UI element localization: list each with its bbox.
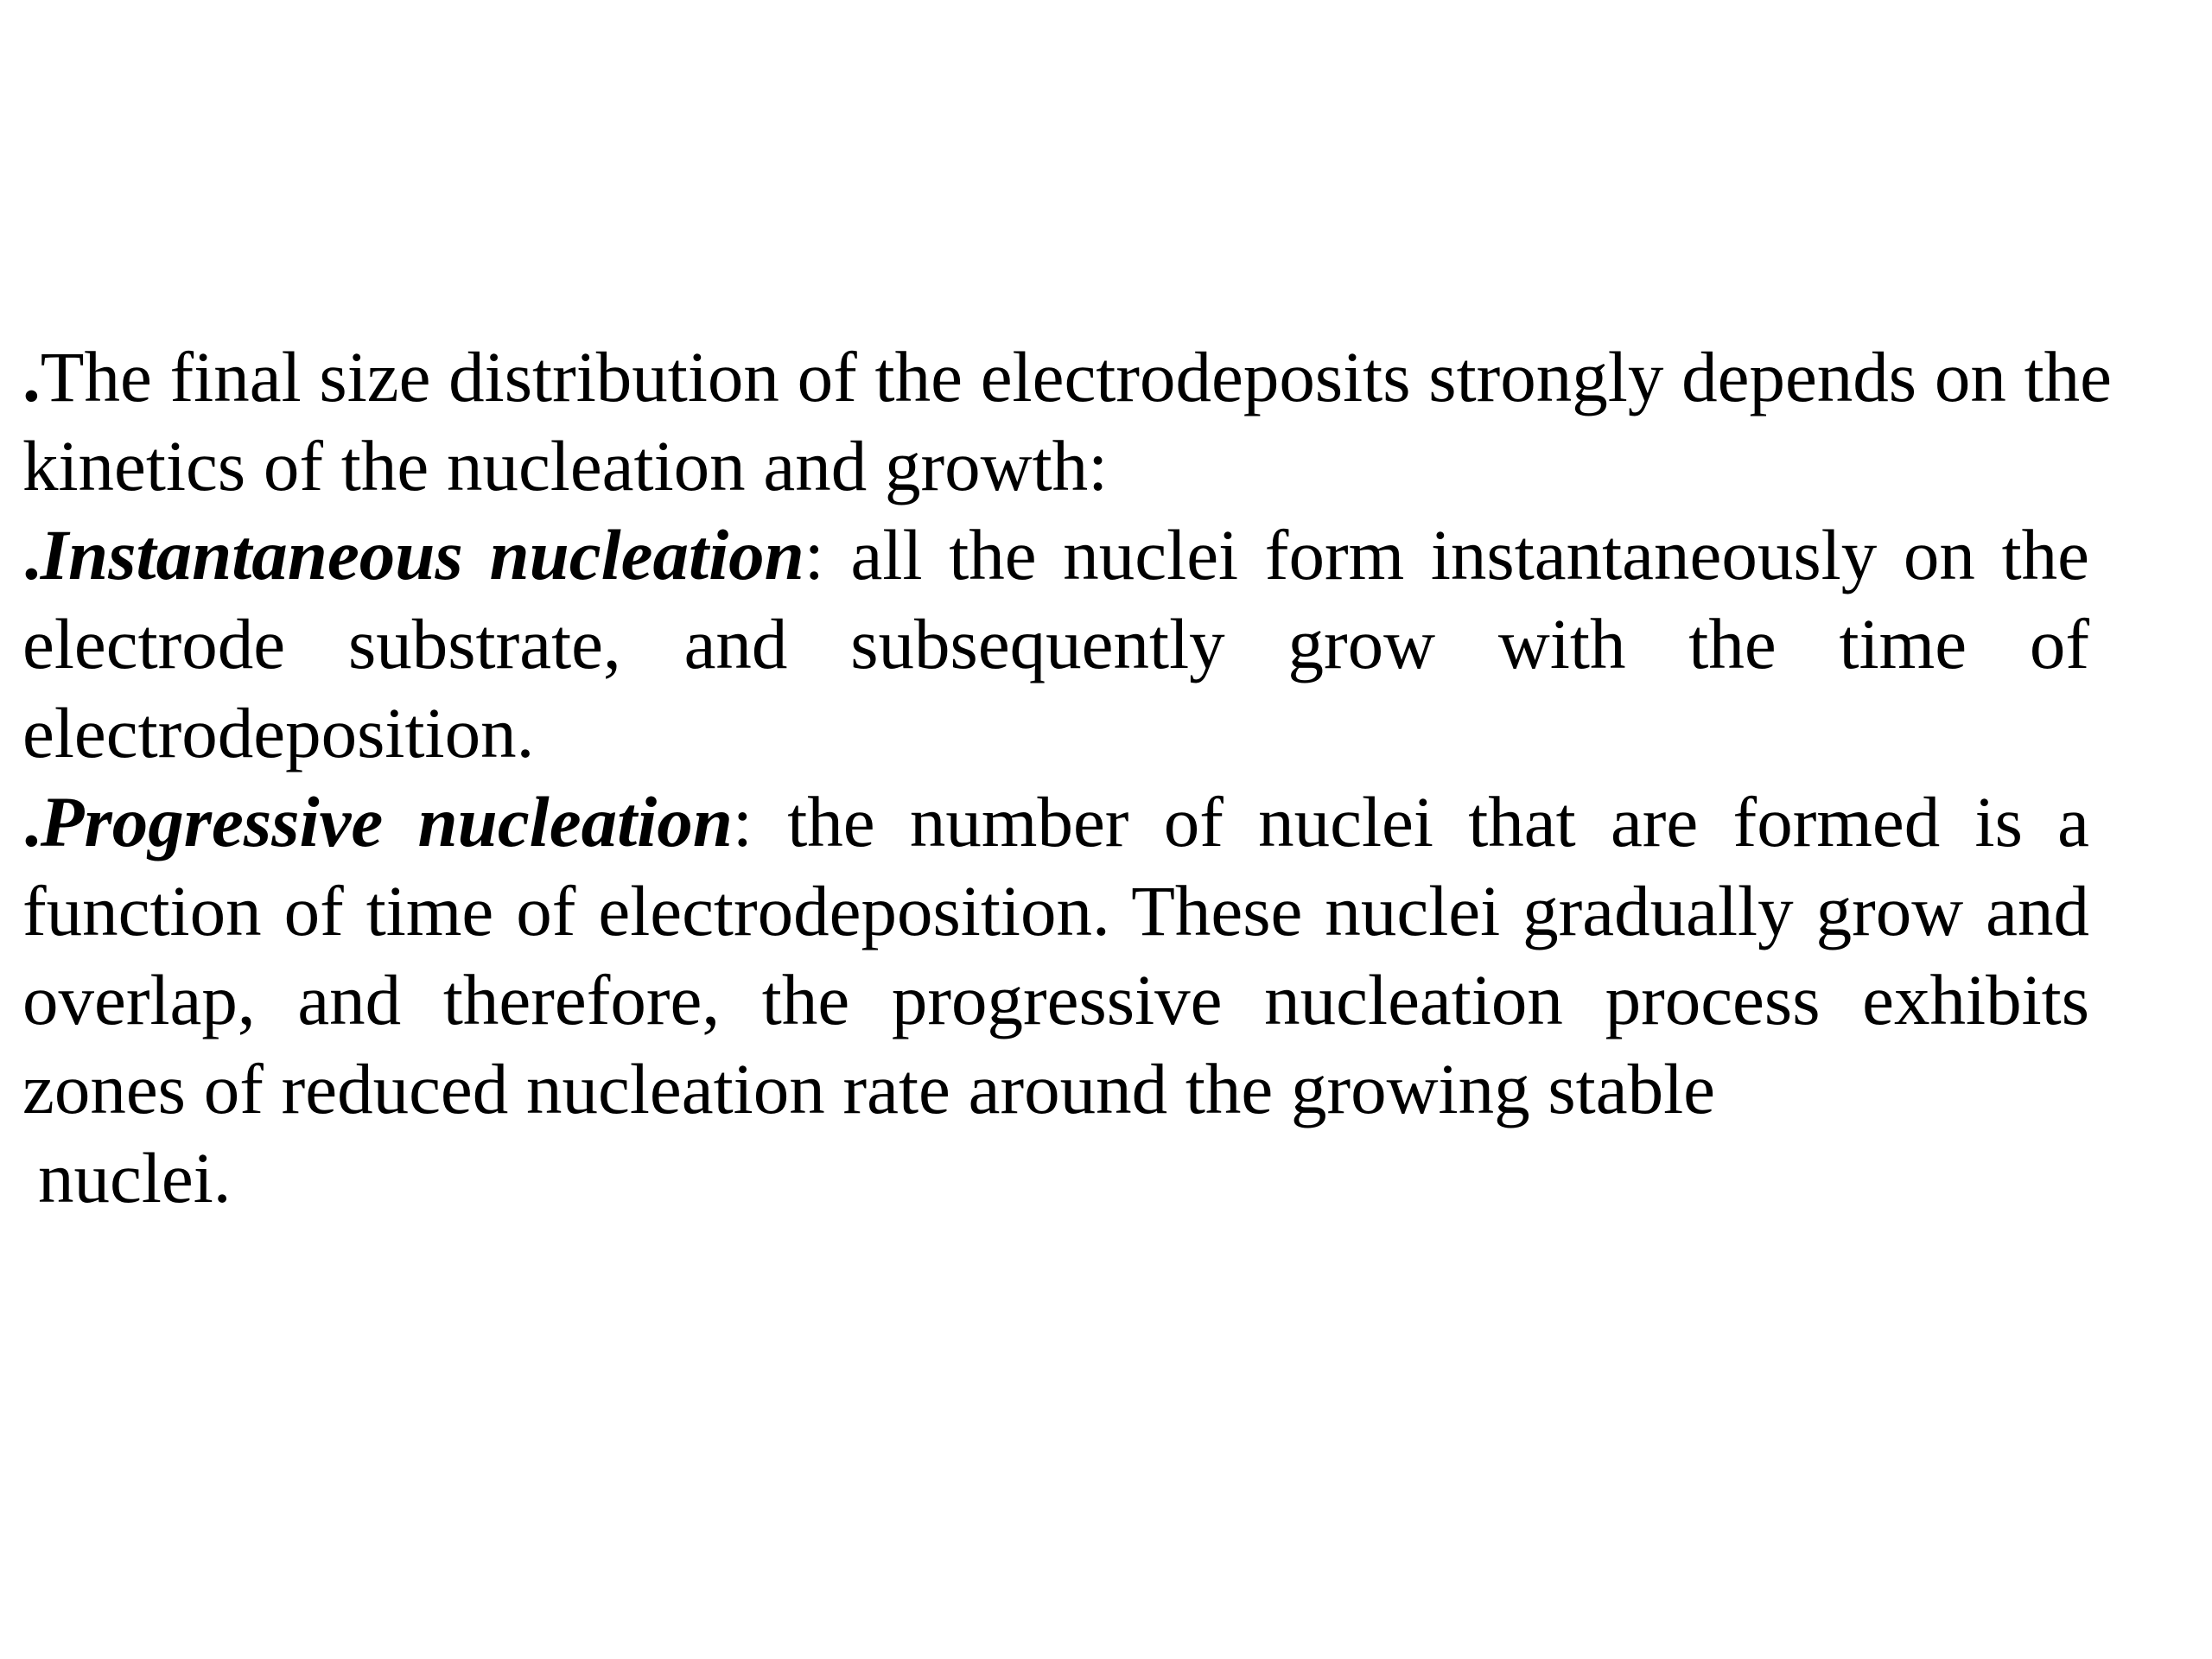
bullet-marker: . [22,337,41,416]
bullet-marker: . [22,515,41,594]
paragraph-instantaneous-nucleation [22,511,2089,778]
bullet-marker: . [22,782,41,861]
term-instantaneous-nucleation: Instantaneous nucleation [40,515,804,594]
term-progressive-nucleation: Progressive nucleation [40,782,733,861]
paragraph-intro [22,333,2200,511]
progressive-nucleation-definition: : the number of nuclei that are formed is a function of time of electrodeposition. These nuclei gradually grow and overlap, and therefore, the progressive nucleation process exhibits zones of reduced nucleation rate around the growing stable [22,782,2089,1128]
paragraph-progressive-nucleation [22,778,2089,1223]
instantaneous-nucleation-definition: : all the nuclei form instantaneously on the electrode substrate, and subsequently grow with the time of electrodeposition. [22,515,2089,772]
intro-text: The final size distribution of the electrodeposits strongly depends on the kinetics of the nucleation and growth: [22,337,2112,505]
progressive-nucleation-tail: nuclei. [38,1138,232,1217]
